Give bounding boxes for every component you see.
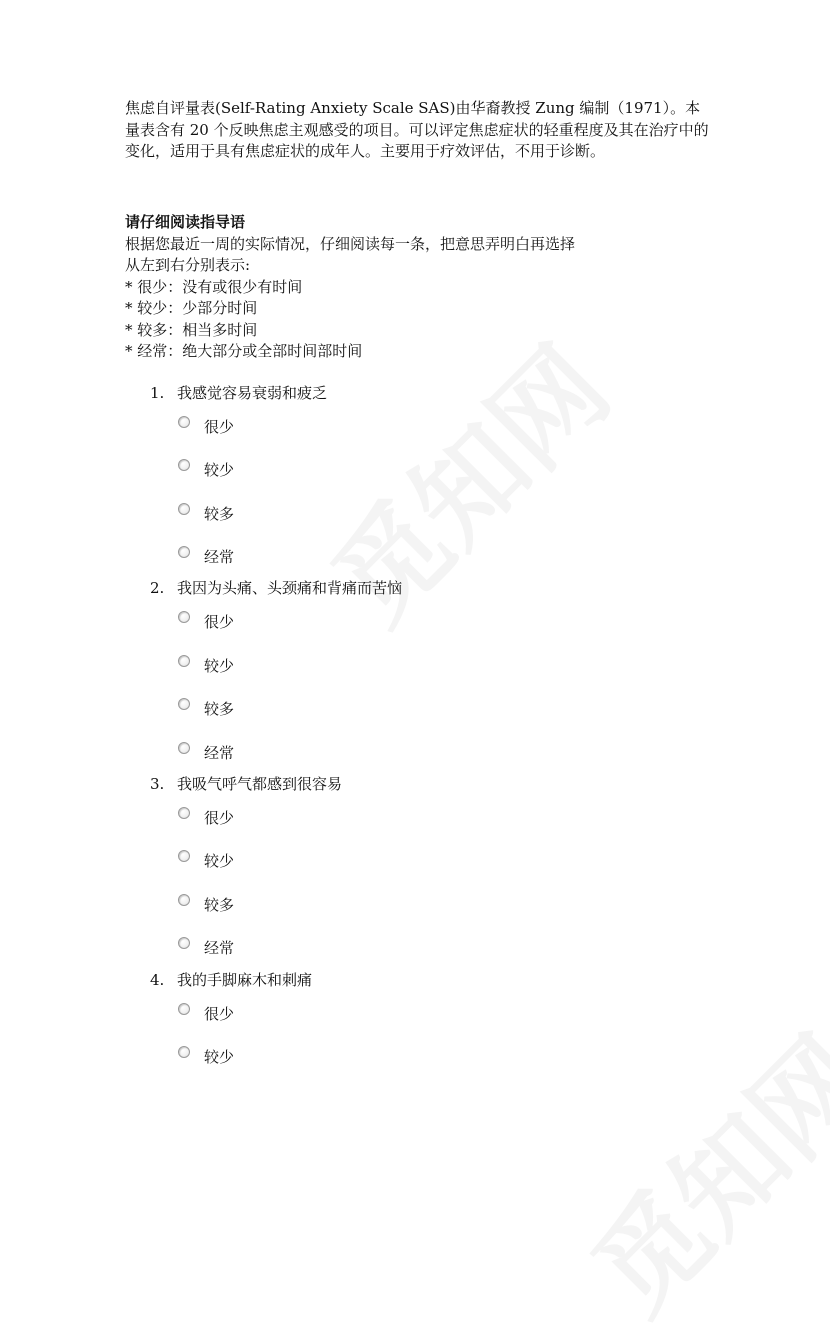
question-text: 我的手脚麻木和刺痛 [177, 971, 313, 989]
scale-level-sometimes: * 较少：少部分时间 [125, 299, 258, 317]
question-number: 2. [150, 579, 165, 597]
radio-button[interactable] [178, 655, 190, 667]
question-4 [150, 970, 312, 990]
option-label: 经常 [204, 939, 235, 957]
radio-button[interactable] [178, 742, 190, 754]
radio-button[interactable] [178, 894, 190, 906]
radio-button[interactable] [178, 1003, 190, 1015]
option-label: 较少 [204, 657, 235, 675]
scale-intro: 从左到右分别表示: [125, 256, 251, 274]
radio-button[interactable] [178, 503, 190, 515]
radio-button[interactable] [178, 611, 190, 623]
radio-button[interactable] [178, 850, 190, 862]
option-label: 较少 [204, 1048, 235, 1066]
question-text: 我感觉容易衰弱和疲乏 [177, 384, 328, 402]
radio-button[interactable] [178, 698, 190, 710]
instructions-heading: 请仔细阅读指导语 [125, 213, 246, 231]
option-label: 较少 [204, 461, 235, 479]
radio-button[interactable] [178, 459, 190, 471]
radio-button[interactable] [178, 807, 190, 819]
option-label: 经常 [204, 548, 235, 566]
option-label: 较多 [204, 896, 235, 914]
option-label: 很少 [204, 1005, 235, 1023]
instructions-text: 根据您最近一周的实际情况，仔细阅读每一条，把意思弄明白再选择 [125, 234, 576, 253]
scale-level-rarely: * 很少：没有或很少有时间 [125, 277, 303, 296]
option-label: 较多 [204, 700, 235, 718]
question-number: 4. [150, 971, 165, 989]
radio-button[interactable] [178, 1046, 190, 1058]
radio-button[interactable] [178, 937, 190, 949]
question-number: 1. [150, 384, 165, 402]
question-text: 我因为头痛、头颈痛和背痛而苦恼 [177, 579, 403, 597]
question-text: 我吸气呼气都感到很容易 [177, 775, 343, 793]
instructions-block [125, 212, 710, 363]
watermark [552, 996, 830, 1341]
option-label: 较多 [204, 505, 235, 523]
question-3 [150, 774, 342, 794]
option-label: 很少 [204, 418, 235, 436]
scale-level-often: * 较多：相当多时间 [125, 320, 258, 339]
scale-level-always: * 经常：绝大部分或全部时间部时间 [125, 342, 363, 360]
intro-paragraph: 焦虑自评量表(Self-Rating Anxiety Scale SAS)由华裔教授 Zung 编制（1971）。本量表含有 20 个反映焦虑主观感受的项目。可以评定焦虑症状的轻重程度及其在治疗中的变化，适用于具有焦虑症状的成年人。主要用于疗效评估，不用于诊断。 [125, 99, 709, 160]
option-label: 较少 [204, 852, 235, 870]
radio-button[interactable] [178, 546, 190, 558]
question-2 [150, 578, 402, 598]
question-number: 3. [150, 775, 165, 793]
question-1 [150, 383, 327, 403]
option-label: 经常 [204, 744, 235, 762]
option-label: 很少 [204, 613, 235, 631]
option-label: 很少 [204, 809, 235, 827]
radio-button[interactable] [178, 416, 190, 428]
